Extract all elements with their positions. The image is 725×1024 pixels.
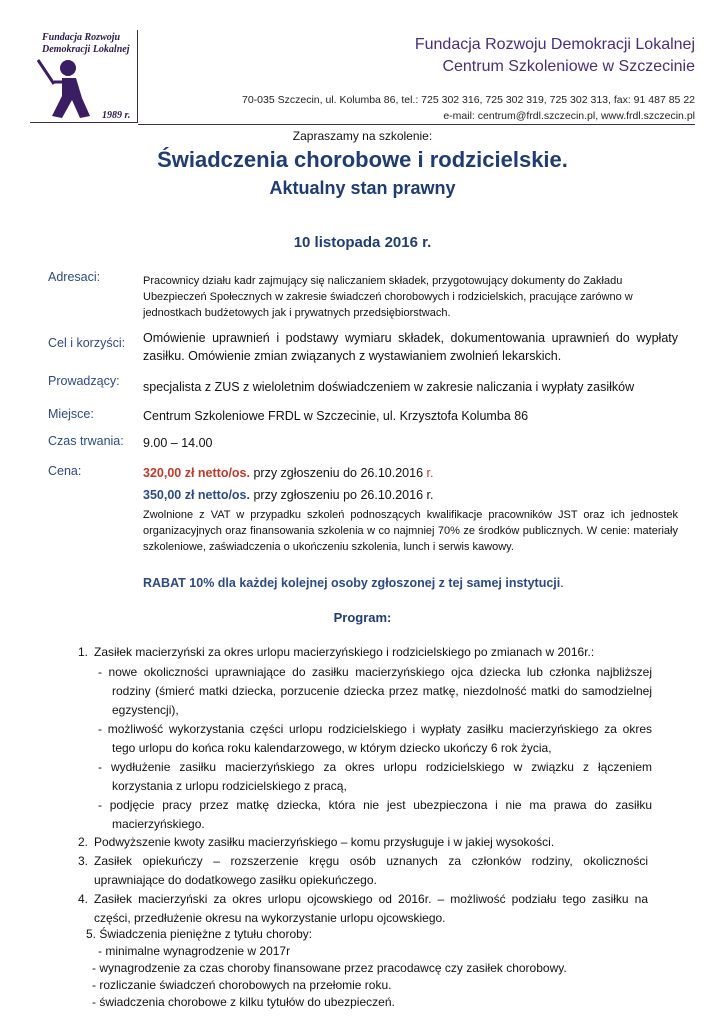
logo-divider <box>137 30 138 122</box>
goal-label: Cel i korzyści: <box>48 336 126 350</box>
program-item-1 <box>78 643 648 662</box>
logo-name <box>42 32 130 56</box>
program-heading: Program: <box>333 610 392 625</box>
logo-underline <box>30 122 138 123</box>
organization-name <box>415 34 695 78</box>
org-name-line2: Centrum Szkoleniowe w Szczecinie <box>442 58 695 75</box>
org-name-line1: Fundacja Rozwoju Demokracji Lokalnej <box>414 36 695 53</box>
discount-note <box>143 574 678 592</box>
program-item-2-text: Podwyższenie kwoty zasiłku macierzyńskiego – komu przysługuje i w jakiej wysokości. <box>94 835 555 849</box>
trainer-label: Prowadzący: <box>48 374 120 388</box>
goal-value: Omówienie uprawnień i podstawy wymiaru składek, dokumentowania uprawnień do wypłaty zasiłku. Omówienie zmian związanych z wystawianiem zwolnień lekarskich. <box>143 331 678 363</box>
program-item-5: 5. Świadczenia pieniężne z tytułu choroby: <box>86 927 313 941</box>
trainer-value: specjalista z ZUS z wieloletnim doświadczeniem w zakresie naliczania i wypłaty zasiłków <box>143 380 635 394</box>
discount-dot: . <box>560 576 564 590</box>
program-item-1-sub-2: - możliwość wykorzystania części urlopu rodzicielskiego i wypłaty zasiłku macierzyńskiego za okres tego urlopu do końca roku kalendarzowego, w którym dziecko ukończy 6 rok życia, <box>98 722 652 755</box>
price-early-text: przy zgłoszeniu do 26.10.2016 <box>249 466 427 480</box>
program-item-1-sub-3: - wydłużenie zasiłku macierzyńskiego za okres urlopu rodzicielskiego w związku z łączeniem korzystania z urlopu rodzicielskiego z pracą, <box>98 760 652 793</box>
place-label: Miejsce: <box>48 407 94 421</box>
logo-year: 1989 r. <box>102 110 131 121</box>
program-item-5-sub-3: - rozliczanie świadczeń chorobowych na przełomie roku. <box>92 978 392 992</box>
program-item-2 <box>78 833 648 852</box>
training-date: 10 listopada 2016 r. <box>293 234 432 251</box>
header-divider <box>138 124 695 125</box>
program-item-4-text: Zasiłek macierzyński za okres urlopu ojcowskiego od 2016r. – możliwość podziału tego zasiłku na części, przedłużenie okresu na wykorzystanie urlopu ojcowskiego. <box>94 892 648 925</box>
program-item-1-sub-4: - podjęcie pracy przez matkę dziecka, która nie jest ubezpieczona i nie ma prawa do zasiłku macierzyńskiego. <box>98 798 652 831</box>
program-item-3 <box>78 852 648 890</box>
price-late-text: przy zgłoszeniu po 26.10.2016 r. <box>249 488 434 502</box>
addressees-value: Pracownicy działu kadr zajmujący się naliczaniem składek, przygotowujący dokumenty do Zakładu Ubezpieczeń Społecznych w zakresie świadczeń chorobowych i rodzicielskich, pracujące zarówno w jednostkach budżetowych jak i prywatnych przedsiębiorstwach. <box>143 275 633 319</box>
addressees-label: Adresaci: <box>48 270 101 284</box>
duration-value: 9.00 – 14.00 <box>143 436 213 450</box>
duration-label: Czas trwania: <box>48 434 124 448</box>
program-item-4 <box>78 890 648 928</box>
program-item-1-text: Zasiłek macierzyński za okres urlopu macierzyńskiego i rodzicielskiego po zmianach w 2016r.: <box>94 645 595 659</box>
logo-name-line1: Fundacja Rozwoju <box>42 32 121 43</box>
contact-info <box>242 92 695 124</box>
program-item-2-number: 2. <box>78 835 89 849</box>
vat-note: Zwolnione z VAT w przypadku szkoleń podnoszących kwalifikacje pracowników JST oraz ich jednostek organizacyjnych oraz finansowania szkolenia w co najmniej 70% ze środków publicznych. W cenie: materiały szkoleniowe, zaświadczenia o ukończeniu szkolenia, lunch i serwis kawowy. <box>143 509 678 553</box>
program-item-3-text: Zasiłek opiekuńczy – rozszerzenie kręgu osób uznanych za członków rodziny, okoliczności uprawniające do dodatkowego zasiłku opiekuńczego. <box>94 854 648 887</box>
price-late-amount: 350,00 zł netto/os. <box>143 488 250 502</box>
price-label: Cena: <box>48 464 82 478</box>
program-item-5-sub-4: - świadczenia chorobowe z kilku tytułów do ubezpieczeń. <box>92 995 395 1009</box>
running-figure-icon <box>32 58 98 120</box>
price-early-amount: 320,00 zł netto/os. <box>143 466 250 480</box>
discount-text: RABAT 10% dla każdej kolejnej osoby zgłoszonej z tej samej instytucji <box>143 576 561 590</box>
price-late <box>143 486 678 504</box>
program-item-4-number: 4. <box>78 892 89 906</box>
logo-name-line2: Demokracji Lokalnej <box>42 44 130 55</box>
program-item-5-sub-1: - minimalne wynagrodzenie w 2017r <box>98 944 291 958</box>
program-item-3-number: 3. <box>78 854 89 868</box>
foundation-logo <box>30 30 142 122</box>
place-value: Centrum Szkoleniowe FRDL w Szczecinie, ul. Krzysztofa Kolumba 86 <box>143 409 529 423</box>
program-item-5-sub-2: - wynagrodzenie za czas choroby finansowane przez pracodawcę czy zasiłek chorobowy. <box>92 961 567 975</box>
invitation-text: Zapraszamy na szkolenie: <box>292 129 433 143</box>
contact-address: 70-035 Szczecin, ul. Kolumba 86, tel.: 725 302 316, 725 302 319, 725 302 313, fax: 91 487 85 22 <box>241 94 695 106</box>
price-early-suffix: r. <box>426 466 434 480</box>
price-early <box>143 464 678 482</box>
training-subtitle: Aktualny stan prawny <box>269 178 456 198</box>
program-item-1-number: 1. <box>78 645 89 659</box>
contact-email-web: e-mail: centrum@frdl.szczecin.pl, www.frdl.szczecin.pl <box>443 110 695 122</box>
training-title: Świadczenia chorobowe i rodzicielskie. <box>157 147 568 172</box>
program-item-1-sub-1: - nowe okoliczności uprawniające do zasiłku macierzyńskiego ojca dziecka lub członka najbliższej rodziny (śmierć matki dziecka, porzucenie dziecka przez matkę, niezdolność matki do samodzielnej egzystencji), <box>98 665 652 717</box>
